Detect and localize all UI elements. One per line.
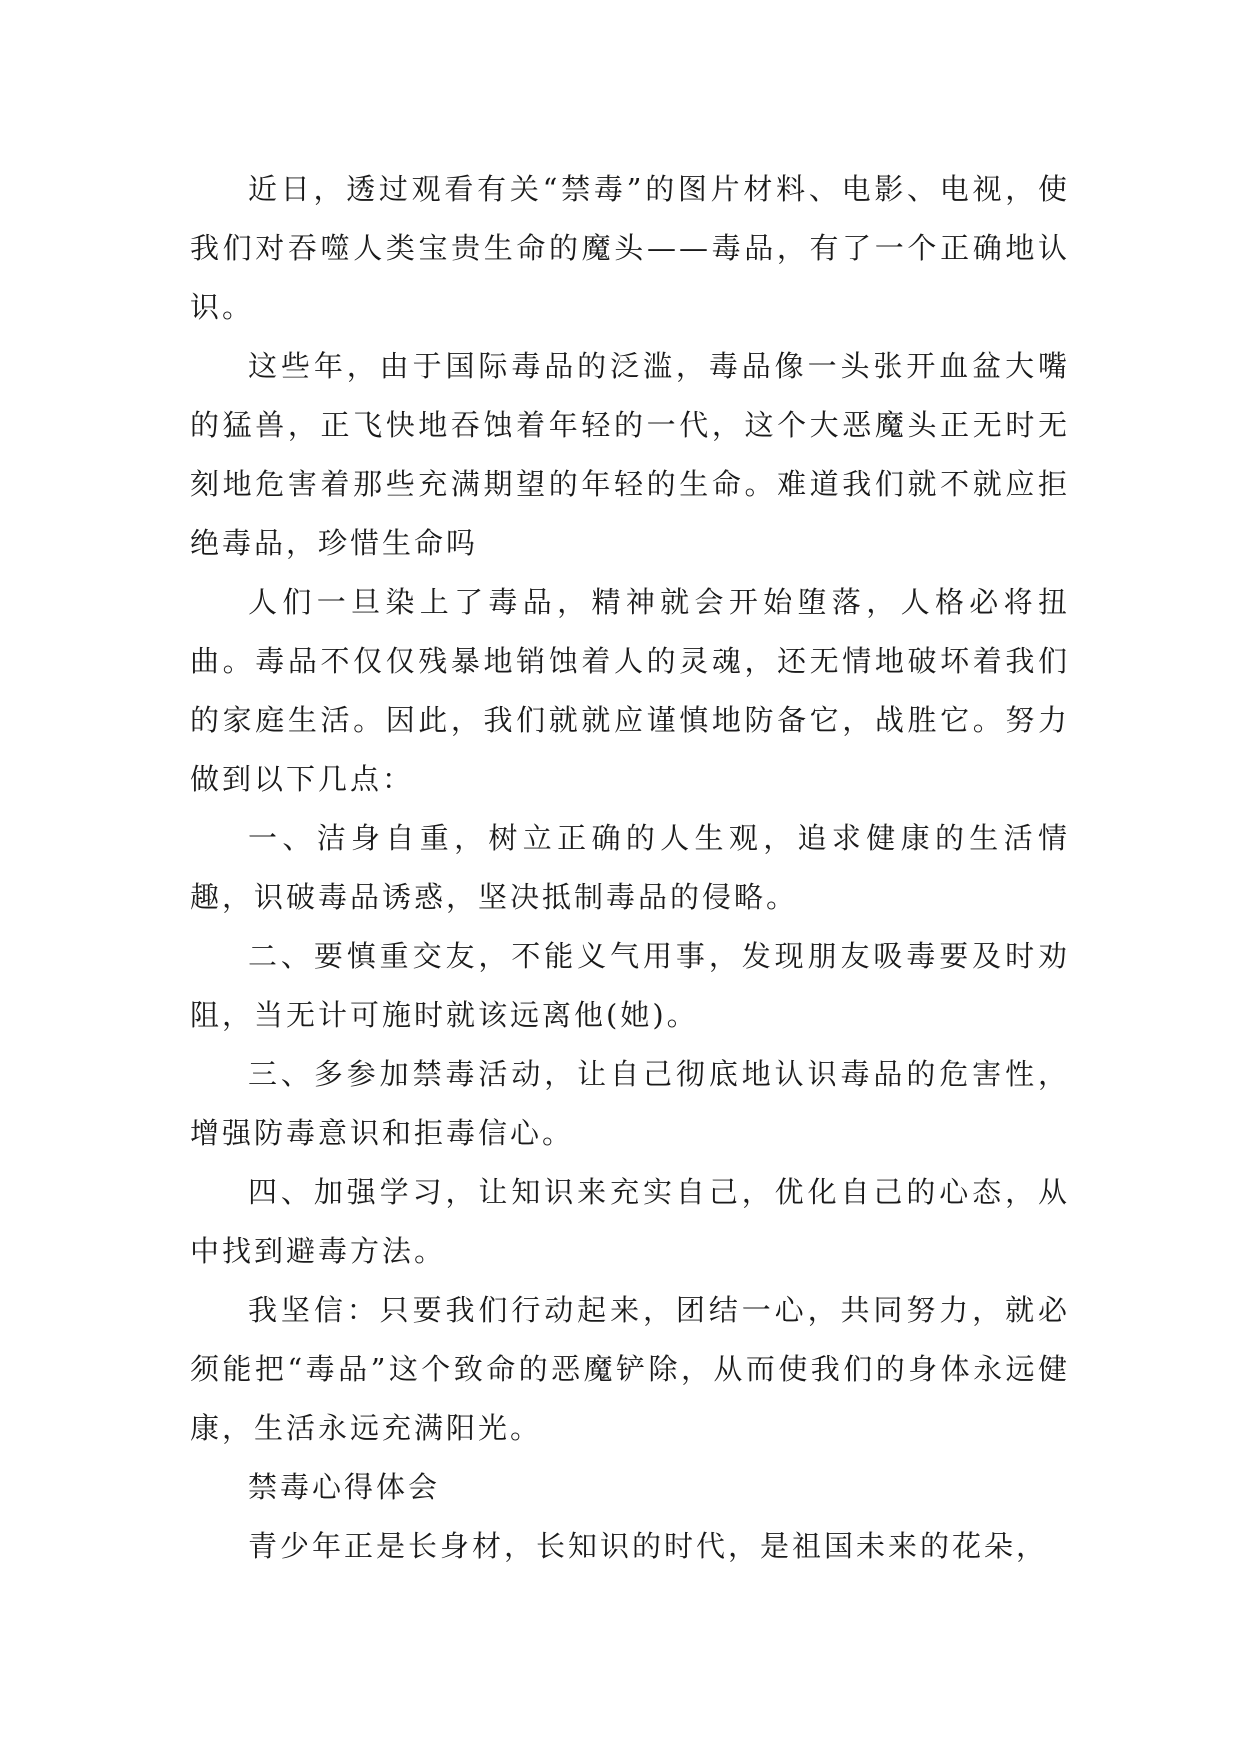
paragraph-youth: 青少年正是长身材，长知识的时代，是祖国未来的花朵， [248,1529,1049,1563]
paragraph-intro: 近日，透过观看有关“禁毒”的图片材料、电影、电视，使我们对吞噬人类宝贵生命的魔头——毒品，有了一个正确地认识。 [190,172,1070,324]
paragraph-point-two: 二、要慎重交友，不能义气用事，发现朋友吸毒要及时劝阻，当无计可施时就该远离他(她)。 [190,939,1070,1032]
document-body [190,160,1070,1576]
paragraph-drug-harm: 人们一旦染上了毒品，精神就会开始堕落，人格必将扭曲。毒品不仅仅残暴地销蚀着人的灵魂，还无情地破坏着我们的家庭生活。因此，我们就就应谨慎地防备它，战胜它。努力做到以下几点： [190,585,1070,796]
paragraph-point-three: 三、多参加禁毒活动，让自己彻底地认识毒品的危害性，增强防毒意识和拒毒信心。 [190,1057,1070,1150]
paragraph-point-one: 一、洁身自重，树立正确的人生观，追求健康的生活情趣，识破毒品诱惑，坚决抵制毒品的侵略。 [190,821,1070,914]
paragraph-drug-spread: 这些年，由于国际毒品的泛滥，毒品像一头张开血盆大嘴的猛兽，正飞快地吞蚀着年轻的一代，这个大恶魔头正无时无刻地危害着那些充满期望的年轻的生命。难道我们就不就应拒绝毒品，珍惜生命吗 [190,349,1070,560]
paragraph-point-four: 四、加强学习，让知识来充实自己，优化自己的心态，从中找到避毒方法。 [190,1175,1070,1268]
paragraph-conclusion: 我坚信：只要我们行动起来，团结一心，共同努力，就必须能把“毒品”这个致命的恶魔铲除，从而使我们的身体永远健康，生活永远充满阳光。 [190,1293,1070,1445]
section-heading: 禁毒心得体会 [248,1470,441,1504]
